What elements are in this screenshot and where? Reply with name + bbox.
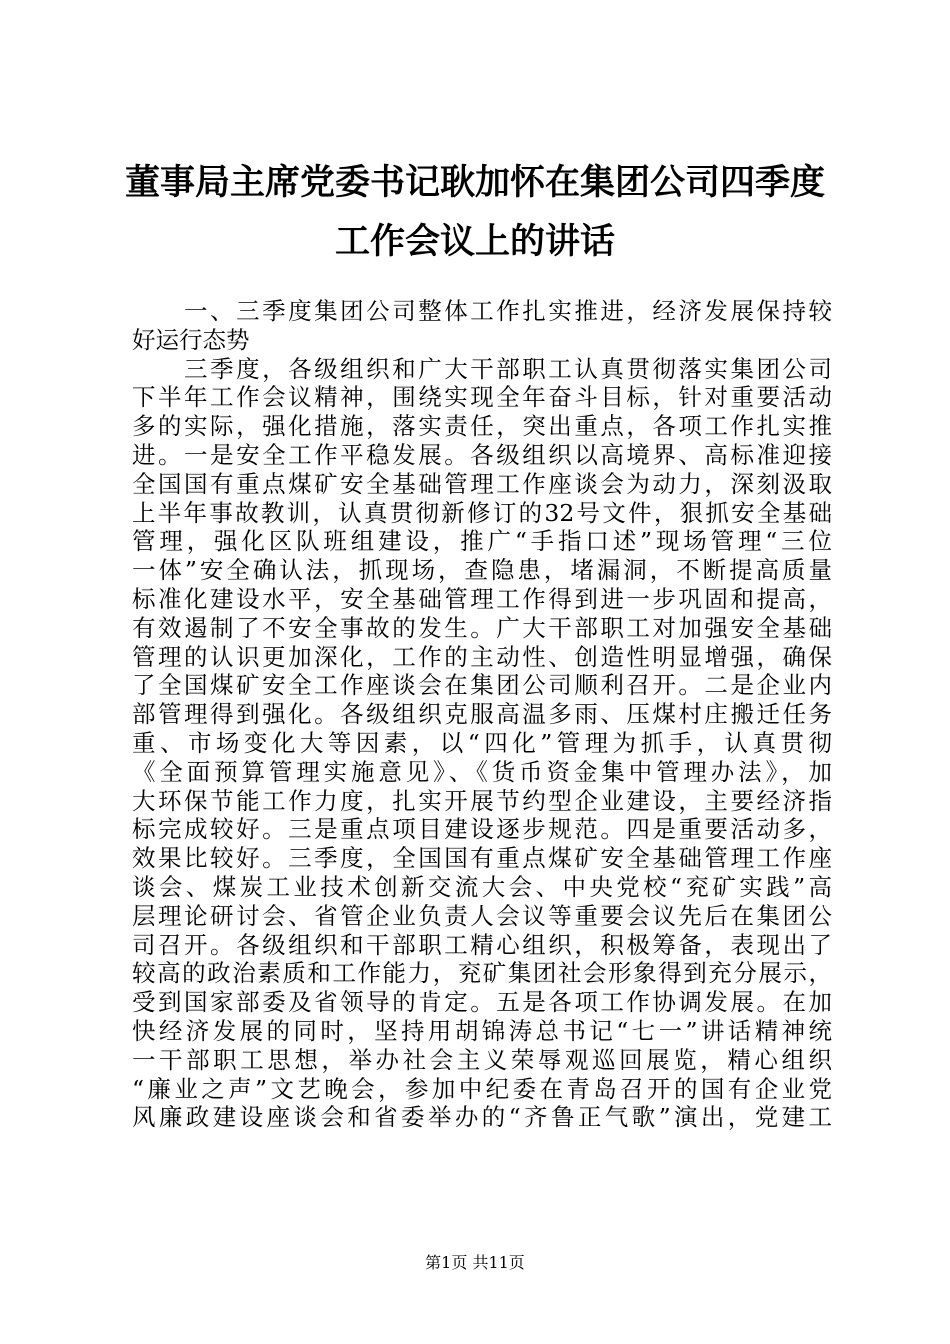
body-line: 受到国家部委及省领导的肯定。五是各项工作协调发展。在加	[132, 988, 832, 1017]
body-line: 风廉政建设座谈会和省委举办的“齐鲁正气歌”演出，党建工	[132, 1103, 832, 1132]
body-line: 较高的政治素质和工作能力，兖矿集团社会形象得到充分展示，	[132, 959, 832, 988]
body-line: 标准化建设水平，安全基础管理工作得到进一步巩固和提高，	[132, 584, 832, 613]
body-line: 部管理得到强化。各级组织克服高温多雨、压煤村庄搬迁任务	[132, 700, 832, 729]
body-line: 一体”安全确认法，抓现场，查隐患，堵漏洞，不断提高质量	[132, 556, 832, 585]
document-title-line-2: 工作会议上的讲话	[334, 222, 615, 262]
body-line: 重、市场变化大等因素，以“四化”管理为抓手，认真贯彻	[132, 728, 832, 757]
body-line: 上半年事故教训，认真贯彻新修订的32号文件，狠抓安全基础	[132, 498, 832, 527]
body-line: 谈会、煤炭工业技术创新交流大会、中央党校“兖矿实践”高	[132, 872, 832, 901]
body-line: 快经济发展的同时，坚持用胡锦涛总书记“七一”讲话精神统	[132, 1016, 832, 1045]
body-line: 三季度，各级组织和广大干部职工认真贯彻落实集团公司	[132, 354, 832, 383]
body-line: 司召开。各级组织和干部职工精心组织，积极筹备，表现出了	[132, 930, 832, 959]
body-line: 一干部职工思想，举办社会主义荣辱观巡回展览，精心组织	[132, 1045, 832, 1074]
body-line: 有效遏制了不安全事故的发生。广大干部职工对加强安全基础	[132, 613, 832, 642]
body-line: 管理的认识更加深化，工作的主动性、创造性明显增强，确保	[132, 642, 832, 671]
body-line: 好运行态势	[132, 325, 250, 354]
body-line: 多的实际，强化措施，落实责任，突出重点，各项工作扎实推	[132, 412, 832, 441]
body-line: 管理，强化区队班组建设，推广“手指口述”现场管理“三位	[132, 527, 832, 556]
body-line: “廉业之声”文艺晚会，参加中纪委在青岛召开的国有企业党	[132, 1074, 832, 1103]
body-line: 标完成较好。三是重点项目建设逐步规范。四是重要活动多，	[132, 815, 832, 844]
document-body	[132, 297, 832, 1132]
body-line: 进。一是安全工作平稳发展。各级组织以高境界、高标准迎接	[132, 440, 832, 469]
body-line: 下半年工作会议精神，围绕实现全年奋斗目标，针对重要活动	[132, 383, 832, 412]
document-title-line-1: 董事局主席党委书记耿加怀在集团公司四季度	[124, 163, 825, 203]
body-line: 效果比较好。三季度，全国国有重点煤矿安全基础管理工作座	[132, 844, 832, 873]
body-line: 层理论研讨会、省管企业负责人会议等重要会议先后在集团公	[132, 901, 832, 930]
body-line: 大环保节能工作力度，扎实开展节约型企业建设，主要经济指	[132, 786, 832, 815]
body-line: 《全面预算管理实施意见》、《货币资金集中管理办法》，加	[132, 757, 832, 786]
page-footer: 第1页 共11页	[425, 1253, 525, 1272]
body-line: 全国国有重点煤矿安全基础管理工作座谈会为动力，深刻汲取	[132, 469, 832, 498]
body-line: 一、三季度集团公司整体工作扎实推进，经济发展保持较	[132, 297, 832, 325]
body-line: 了全国煤矿安全工作座谈会在集团公司顺利召开。二是企业内	[132, 671, 832, 700]
